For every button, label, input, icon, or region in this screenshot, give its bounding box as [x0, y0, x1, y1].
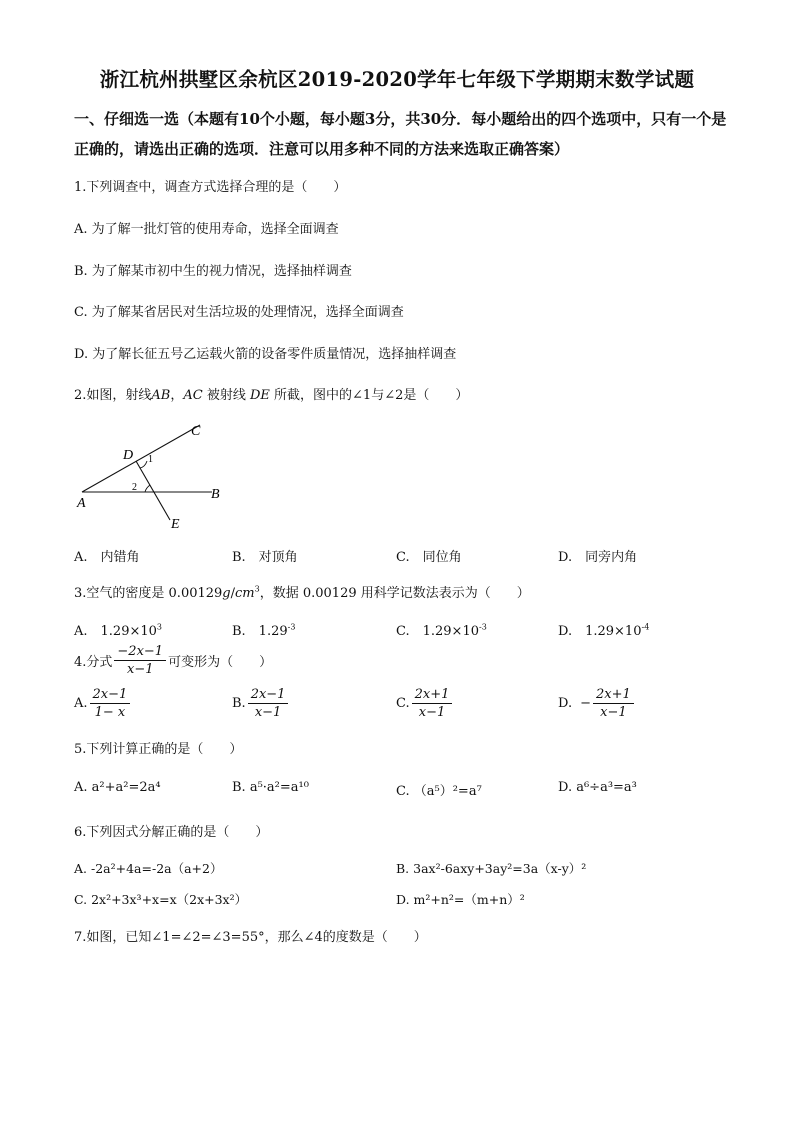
q4-option-b: B. $\frac{2x-1}{x-1}$: [232, 686, 290, 721]
label-2: 2: [132, 482, 137, 493]
q1-option-d: D. 为了解长征五号乙运载火箭的设备零件质量情况，选择抽样调查: [74, 347, 457, 362]
q2-stem: 2.如图，射线AB，AC 被射线 DE 所截，图中的∠1与∠2是（ ）: [74, 388, 469, 403]
q2-option-c: C. 同位角: [396, 550, 462, 565]
label-a: A: [77, 496, 86, 511]
label-1: 1: [148, 454, 153, 465]
q4-option-c: C. $\frac{2x+1}{x-1}$: [396, 686, 454, 721]
q5-stem: 5.下列计算正确的是（ ）: [74, 742, 243, 757]
q5-option-d: D. a⁶÷a³=a³: [558, 780, 637, 795]
q6-option-b: B. 3ax²-6axy+3ay²=3a（x-y）²: [396, 861, 587, 876]
page-title: 浙江杭州拱墅区余杭区2019-2020学年七年级下学期期末数学试题: [99, 68, 695, 91]
q5-option-b: B. a⁵·a²=a¹⁰: [232, 780, 309, 795]
label-d: D: [123, 448, 134, 463]
q1-stem: 1.下列调查中，调查方式选择合理的是（ ）: [74, 180, 347, 195]
label-e: E: [171, 517, 180, 532]
label-c: C: [191, 424, 201, 439]
ray-ac: [82, 425, 200, 492]
q1-option-b: B. 为了解某市初中生的视力情况，选择抽样调查: [74, 264, 352, 279]
q2-option-b: B. 对顶角: [232, 550, 298, 565]
section-heading: 一、仔细选一选（本题有10个小题，每小题3分，共30分．每小题给出的四个选项中，只有一个是正确的，请选出正确的选项．注意可以用多种不同的方法来选取正确答案）: [74, 110, 727, 158]
q2-figure: [70, 412, 240, 537]
q4-option-d: D. − $\frac{2x+1}{x-1}$: [558, 686, 636, 721]
angle-1-arc: [140, 461, 147, 468]
q7-stem: 7.如图，已知∠1=∠2=∠3=55°，那么∠4的度数是（ ）: [74, 930, 427, 945]
q3-stem: 3.空气的密度是 $0.00129g/cm^3$，数据 0.00129 用科学记数法表示为（ ）: [74, 584, 530, 601]
q6-stem: 6.下列因式分解正确的是（ ）: [74, 825, 269, 840]
q4-stem: 4.分式 $\frac{-2x-1}{x-1}$ 可变形为（ ）: [74, 644, 273, 677]
q1-option-a: A. 为了解一批灯管的使用寿命，选择全面调查: [74, 222, 339, 237]
q3-option-d: D. $1.29\times 10^{-4}$: [558, 622, 650, 639]
q3-option-a: A. $1.29\times 10^3$: [74, 622, 162, 639]
ray-de: [136, 461, 170, 520]
angle-2-arc: [145, 485, 150, 492]
q2-option-a: A. 内错角: [74, 550, 140, 565]
q6-option-c: C. 2x²+3x³+x=x（2x+3x²）: [74, 892, 248, 907]
q5-option-c: C. （a⁵）²=a⁷: [396, 784, 482, 799]
q3-option-c: C. $1.29\times 10^{-3}$: [396, 622, 487, 639]
q4-stem-fraction: $\frac{-2x-1}{x-1}$: [114, 643, 166, 678]
q6-option-d: D. m²+n²=（m+n）²: [396, 892, 525, 907]
q6-option-a: A. -2a²+4a=-2a（a+2）: [74, 861, 223, 876]
q2-option-d: D. 同旁内角: [558, 550, 638, 565]
q1-option-c: C. 为了解某省居民对生活垃圾的处理情况，选择全面调查: [74, 305, 404, 320]
q3-option-b: B. $1.29^{-3}$: [232, 622, 296, 639]
q4-option-a: A. $\frac{2x-1}{1- x}$: [74, 686, 132, 721]
q5-option-a: A. a²+a²=2a⁴: [74, 780, 161, 795]
label-b: B: [211, 487, 220, 502]
